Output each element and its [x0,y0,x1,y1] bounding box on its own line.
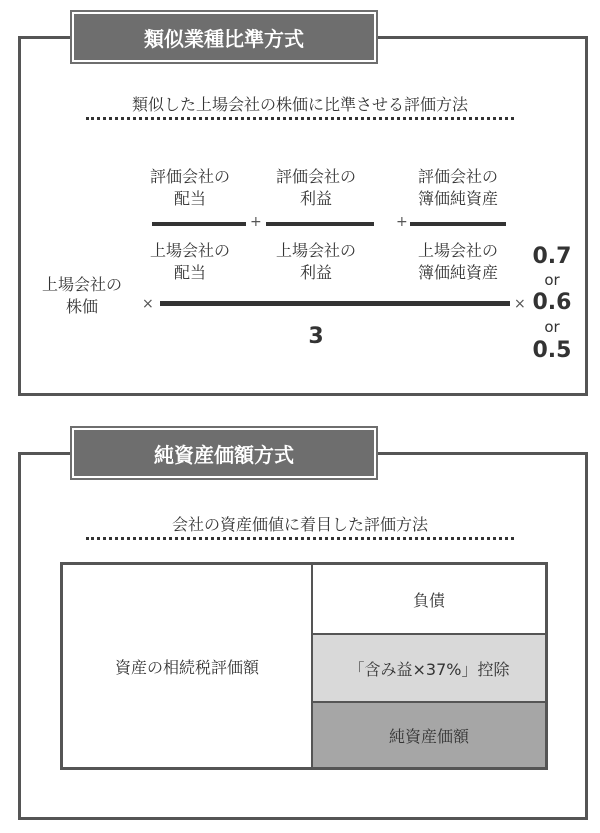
times-sign-right: × [514,296,526,312]
main-fraction-bar [160,301,510,306]
fraction-3-den-line2: 簿価純資産 [417,263,498,282]
section-net-asset-subtitle: 会社の資産価値に着目した評価方法 [171,515,428,534]
fraction-3-den-line1: 上場会社の [417,241,498,260]
or-text-1: or [544,271,560,289]
multiplier-0-7: 0.7 [532,244,572,269]
listed-price-line2: 株価 [65,297,98,316]
listed-company-price-label [30,274,134,318]
fraction-3-num-line1: 評価会社の [417,167,498,186]
fraction-1-numerator [130,166,250,210]
section-comparable-subtitle: 類似した上場会社の株価に比準させる評価方法 [131,95,468,114]
fraction-3-num-line2: 簿価純資産 [417,189,498,208]
section-net-asset-title: 純資産価額方式 [72,428,376,478]
subtitle-dotted-underline-2 [86,537,514,540]
fraction-1-num-line2: 配当 [173,189,206,208]
section-comparable-title: 類似業種比準方式 [72,12,376,62]
fraction-2-den-line2: 利益 [299,263,332,282]
net-asset-value-cell [313,703,545,767]
fraction-1-den-line2: 配当 [173,263,206,282]
multiplier-0-6: 0.6 [532,290,572,315]
fraction-1-den-line1: 上場会社の [149,241,230,260]
fraction-1-bar [152,222,246,226]
main-denominator: 3 [308,324,324,349]
or-text-2: or [544,318,560,336]
fraction-2-bar [266,222,374,226]
asset-valuation-label: 資産の相続税評価額 [114,657,259,677]
liabilities-cell [313,565,545,635]
balance-table [60,562,548,770]
fraction-1-denominator [130,240,250,284]
fraction-3-bar [410,222,506,226]
unrealized-gain-deduction-label: 「含み益×37%」控除 [348,659,510,679]
fraction-2-num-line2: 利益 [299,189,332,208]
plus-sign-2: + [396,214,408,230]
fraction-2-den-line1: 上場会社の [275,241,356,260]
liabilities-label: 負債 [412,590,445,610]
plus-sign-1: + [250,214,262,230]
fraction-2-numerator [256,166,376,210]
fraction-1-num-line1: 評価会社の [149,167,230,186]
asset-valuation-cell [63,565,313,767]
unrealized-gain-deduction-cell [313,635,545,703]
fraction-2-num-line1: 評価会社の [275,167,356,186]
listed-price-line1: 上場会社の [41,275,122,294]
times-sign-left: × [142,296,154,312]
net-asset-value-label: 純資産価額 [388,726,469,746]
fraction-2-denominator [256,240,376,284]
multiplier-0-5: 0.5 [532,338,572,363]
fraction-3-numerator [398,166,518,210]
fraction-3-denominator [398,240,518,284]
subtitle-dotted-underline [86,117,514,120]
